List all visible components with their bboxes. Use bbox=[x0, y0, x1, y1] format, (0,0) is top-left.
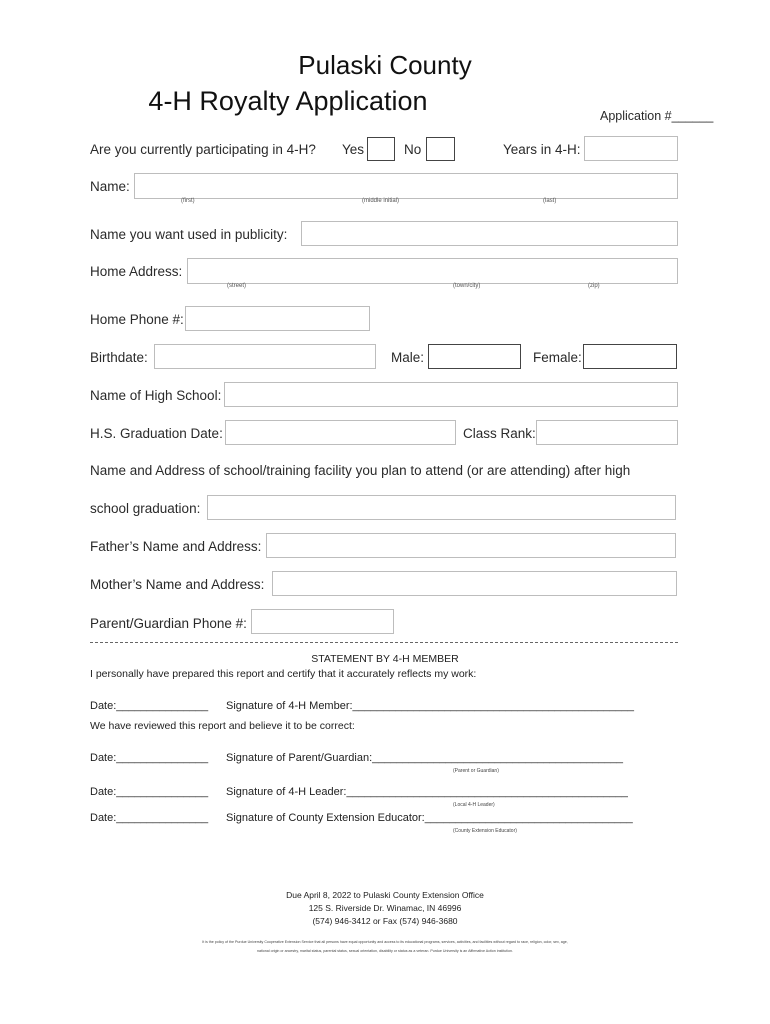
application-number: Application #______ bbox=[600, 109, 714, 123]
member-signature-field[interactable]: Signature of 4-H Member:______________________________________________ bbox=[226, 700, 634, 712]
years-label: Years in 4-H: bbox=[503, 142, 581, 157]
female-checkbox[interactable] bbox=[583, 344, 677, 369]
guardian-phone-input[interactable] bbox=[251, 609, 394, 634]
parent-signature-field[interactable]: Signature of Parent/Guardian:_________________________________________ bbox=[226, 752, 623, 764]
male-label: Male: bbox=[391, 350, 425, 365]
office-address-line: 125 S. Riverside Dr. Winamac, IN 46996 bbox=[308, 903, 462, 913]
name-label: Name: bbox=[90, 179, 130, 194]
mother-input[interactable] bbox=[272, 571, 677, 596]
no-checkbox[interactable] bbox=[426, 137, 455, 161]
mother-label: Mother’s Name and Address: bbox=[90, 577, 265, 592]
class-rank-input[interactable] bbox=[536, 420, 678, 445]
home-address-input[interactable] bbox=[187, 258, 678, 284]
home-phone-input[interactable] bbox=[185, 306, 370, 331]
home-address-label: Home Address: bbox=[90, 264, 183, 279]
birthdate-label: Birthdate: bbox=[90, 350, 148, 365]
guardian-phone-label: Parent/Guardian Phone #: bbox=[90, 616, 247, 631]
high-school-input[interactable] bbox=[224, 382, 678, 407]
leader-hint: (Local 4-H Leader) bbox=[453, 802, 495, 808]
certify-text: I personally have prepared this report and certify that it accurately reflects my work: bbox=[90, 668, 477, 680]
high-school-label: Name of High School: bbox=[90, 388, 222, 403]
name-first-hint: (first) bbox=[181, 198, 195, 204]
yes-label: Yes bbox=[342, 142, 365, 157]
policy-text-line2: national origin or ancestry, marital status, parental status, sexual orientation, disability or status as a veteran. Purdue University is an Affirmative Action institution. bbox=[257, 949, 513, 953]
parent-hint: (Parent or Guardian) bbox=[453, 768, 499, 774]
statement-heading: STATEMENT BY 4-H MEMBER bbox=[311, 653, 459, 665]
address-street-hint: (street) bbox=[227, 283, 247, 289]
yes-checkbox[interactable] bbox=[367, 137, 395, 161]
member-date-field[interactable]: Date:_______________ bbox=[90, 700, 209, 712]
class-rank-label: Class Rank: bbox=[463, 426, 536, 441]
graduation-label: H.S. Graduation Date: bbox=[90, 426, 223, 441]
female-label: Female: bbox=[533, 350, 582, 365]
father-input[interactable] bbox=[266, 533, 676, 558]
years-input[interactable] bbox=[584, 136, 678, 161]
graduation-date-input[interactable] bbox=[225, 420, 456, 445]
publicity-label: Name you want used in publicity: bbox=[90, 227, 288, 242]
office-phone-line: (574) 946-3412 or Fax (574) 946-3680 bbox=[312, 916, 458, 926]
future-school-label-cont: school graduation: bbox=[90, 501, 201, 516]
educator-hint: (County Extension Educator) bbox=[453, 828, 517, 834]
future-school-label: Name and Address of school/training facility you plan to attend (or are attending) after high bbox=[90, 463, 631, 478]
policy-text-line1: It is the policy of the Purdue University Cooperative Extension Service that all persons have equal opportunity and access to its educational programs, services, activities, and facilities without regard to race, religion, color, sex, age, bbox=[202, 940, 568, 944]
participating-label: Are you currently participating in 4-H? bbox=[90, 142, 316, 157]
father-label: Father’s Name and Address: bbox=[90, 539, 262, 554]
male-checkbox[interactable] bbox=[428, 344, 521, 369]
home-phone-label: Home Phone #: bbox=[90, 312, 184, 327]
address-zip-hint: (zip) bbox=[588, 283, 600, 289]
no-label: No bbox=[404, 142, 422, 157]
name-input[interactable] bbox=[134, 173, 678, 199]
due-date-line: Due April 8, 2022 to Pulaski County Extension Office bbox=[286, 890, 484, 900]
reviewed-text: We have reviewed this report and believe it to be correct: bbox=[90, 720, 355, 732]
name-middle-hint: (middle initial) bbox=[362, 198, 400, 204]
birthdate-input[interactable] bbox=[154, 344, 376, 369]
parent-date-field[interactable]: Date:_______________ bbox=[90, 752, 209, 764]
leader-date-field[interactable]: Date:_______________ bbox=[90, 786, 209, 798]
title-county: Pulaski County bbox=[298, 50, 472, 80]
educator-date-field[interactable]: Date:_______________ bbox=[90, 812, 209, 824]
section-divider bbox=[90, 642, 678, 643]
publicity-name-input[interactable] bbox=[301, 221, 678, 246]
name-last-hint: (last) bbox=[543, 198, 557, 204]
future-school-input[interactable] bbox=[207, 495, 676, 520]
educator-signature-field[interactable]: Signature of County Extension Educator:__________________________________ bbox=[226, 812, 633, 824]
title-application: 4-H Royalty Application bbox=[148, 86, 428, 116]
address-town-hint: (town/city) bbox=[453, 283, 481, 289]
leader-signature-field[interactable]: Signature of 4-H Leader:______________________________________________ bbox=[226, 786, 628, 798]
